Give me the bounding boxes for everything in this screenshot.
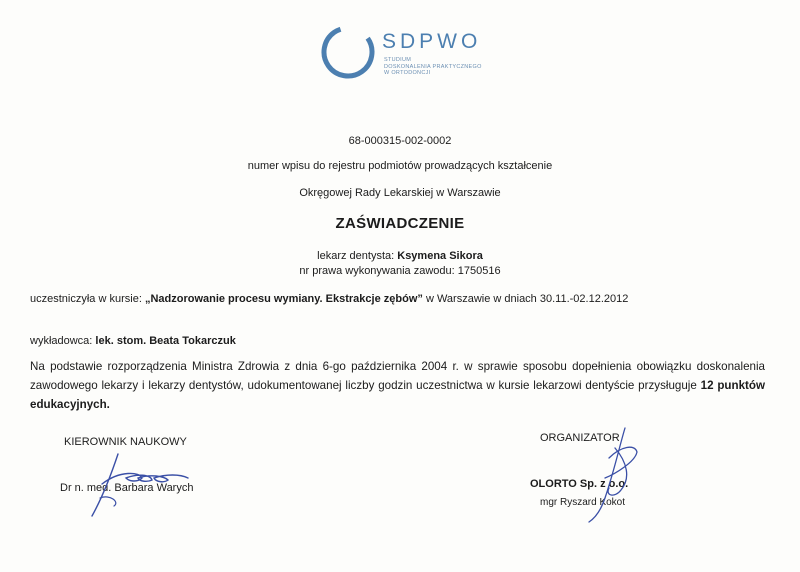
right-handwritten-signature [575, 418, 655, 528]
organizer-person: mgr Ryszard Kokot [540, 497, 626, 508]
statement-points: 12 punktów edukacyjnych. [30, 379, 765, 411]
license-number: 1750516 [457, 265, 501, 277]
license-line [0, 265, 800, 277]
role-label: lekarz dentysta: [317, 250, 395, 262]
license-label: nr prawa wykonywania zawodu: [299, 265, 455, 277]
scientific-director-name: Dr n. med. Barbara Warych [60, 482, 194, 494]
sdpwo-logo [320, 24, 490, 86]
lecturer-line [30, 335, 236, 347]
course-name: „Nadzorowanie procesu wymiany. Ekstrakcje zębów” [144, 293, 423, 305]
organizer-company: OLORTO Sp. z o.o. [530, 478, 629, 490]
statement-paragraph [30, 357, 765, 414]
course-suffix: w Warszawie w dniach 30.11.-02.12.2012 [425, 293, 629, 305]
lecturer-name: lek. stom. Beata Tokarczuk [95, 335, 236, 347]
course-line [30, 293, 628, 305]
course-prefix: uczestniczyła w kursie: [30, 293, 142, 305]
organizer-label: ORGANIZATOR [540, 432, 620, 444]
registry-line-1: numer wpisu do rejestru podmiotów prowadzących kształcenie [247, 160, 553, 172]
logo-ring-icon [320, 24, 376, 80]
person-line [0, 250, 800, 262]
scientific-director-label: KIEROWNIK NAUKOWY [64, 436, 187, 448]
registry-line-2: Okręgowej Rady Lekarskiej w Warszawie [299, 187, 501, 199]
logo-subtitle: STUDIUM DOSKONALENIA PRAKTYCZNEGO W ORTODONCJI [384, 57, 482, 76]
left-handwritten-signature [80, 448, 220, 520]
person-name: Ksymena Sikora [397, 250, 483, 262]
registry-number: 68-000315-002-0002 [348, 135, 452, 147]
lecturer-label: wykładowca: [30, 335, 93, 347]
logo-name: SDPWO [382, 30, 482, 53]
statement-text: Na podstawie rozporządzenia Ministra Zdrowia z dnia 6-go października 2004 r. w sprawie sposobu dopełnienia obowiązku doskonalenia zawodowego lekarzy i lekarzy dentystów, udokumentowanej liczby godzin uczestnictwa w kursie lekarzowi dentyście przysługuje [30, 360, 765, 392]
document-title: ZAŚWIADCZENIE [335, 215, 465, 232]
